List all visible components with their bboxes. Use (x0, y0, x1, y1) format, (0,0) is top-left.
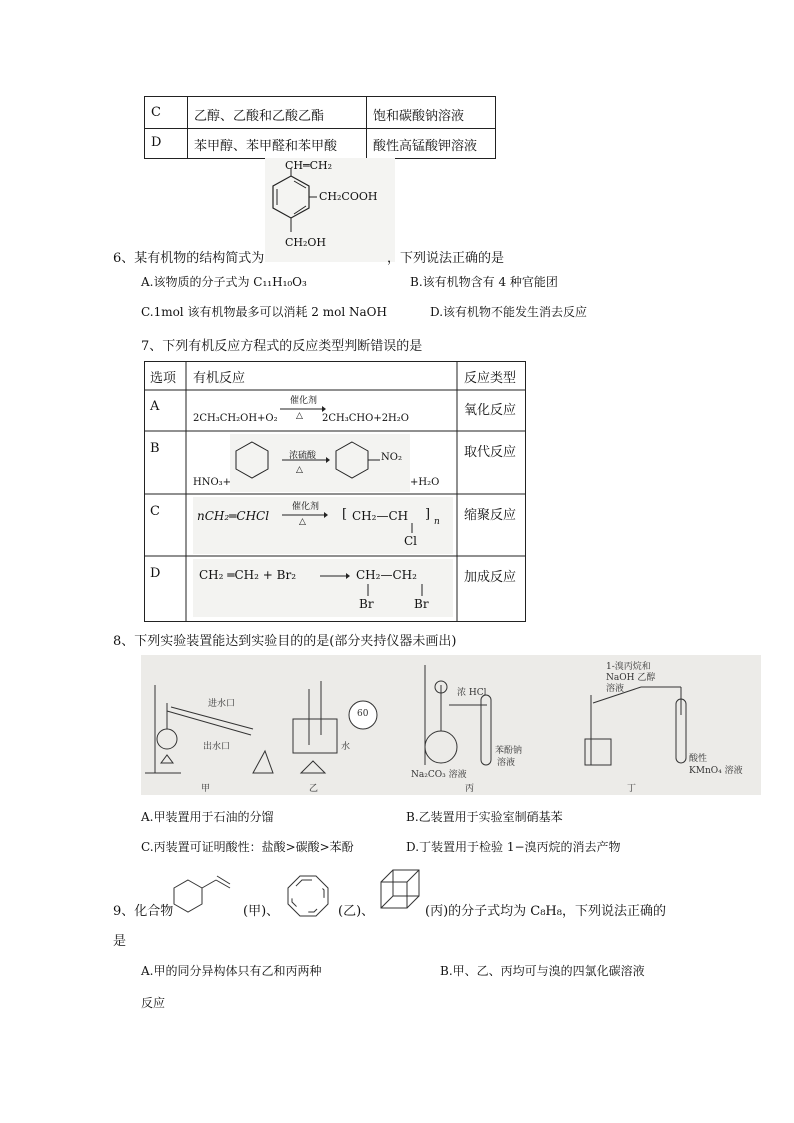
q8-label-benfen: 苯酚钠 (495, 746, 523, 756)
q7-row-a-right: 2CH₃CHO+2H₂O (322, 413, 409, 424)
q8-option-c: C.丙装置可证明酸性：盐酸>碳酸>苯酚 (141, 840, 354, 854)
q8-label-yi: 乙 (309, 784, 319, 794)
q8-apparatus-figure (141, 655, 761, 795)
q5-row-c-reagent: 饱和碳酸钠溶液 (367, 97, 496, 129)
q7-header-reaction: 有机反应 (193, 371, 246, 386)
q7-row-a-cond-bottom: △ (296, 411, 303, 421)
q5-row-c-mixture: 乙醇、乙酸和乙酸乙酯 (188, 97, 367, 129)
q8-label-shui: 水 (341, 742, 351, 752)
q7-row-c-sub: Cl (404, 534, 418, 548)
q7-row-a-type: 氧化反应 (464, 403, 517, 418)
bond-line-icon (366, 584, 426, 596)
q7-header-option: 选项 (150, 371, 177, 386)
reaction-arrow-icon (280, 405, 326, 413)
q6-option-a: A.该物质的分子式为 C₁₁H₁₀O₃ (141, 275, 307, 289)
q6-stem-suffix: ，下列说法正确的是 (387, 251, 505, 266)
bracket-open-icon: [ (342, 507, 348, 522)
q7-row-a-cond-top: 催化剂 (290, 396, 318, 406)
q8-label-ding: 丁 (627, 784, 637, 794)
cubane-structure-icon (379, 868, 423, 912)
q7-row-b-cond-bottom: △ (296, 465, 303, 475)
q9-prefix: 9、化合物 (113, 904, 174, 919)
q7-row-c-cond-top: 催化剂 (292, 502, 320, 512)
q5-row-c-opt: C (145, 97, 188, 129)
q9-cont: 是 (113, 934, 127, 949)
q9-yi: (乙)、 (338, 904, 375, 919)
q6-structure-figure (265, 158, 395, 262)
q5-row-d-mixture: 苯甲醇、苯甲醛和苯甲酸 (188, 129, 367, 159)
q9-option-b-cont: 反应 (141, 996, 166, 1010)
q6-label-top: CH═CH₂ (285, 159, 333, 172)
q7-row-c-left: nCH₂═CHCl (197, 509, 270, 523)
q8-label-kmno4b: KMnO₄ 溶液 (689, 766, 743, 776)
q7-row-c-cond-bottom: △ (299, 517, 306, 527)
q6-option-d: D.该有机物不能发生消去反应 (430, 305, 588, 319)
q9-jia: (甲)、 (243, 904, 280, 919)
q8-label-rongye: 溶液 (497, 758, 516, 768)
reaction-arrow-icon (320, 572, 350, 580)
q8-label-na2co3: Na₂CO₃ 溶液 (411, 770, 467, 780)
q8-option-b: B.乙装置用于实验室制硝基苯 (406, 810, 563, 824)
q5-row-d-opt: D (145, 129, 188, 159)
q8-label-jia: 甲 (201, 784, 211, 794)
cyclooctatetraene-structure-icon (286, 874, 330, 918)
q9-option-b: B.甲、乙、丙均可与溴的四氯化碳溶液 (440, 964, 645, 978)
q8-option-a: A.甲装置用于石油的分馏 (141, 810, 274, 824)
q7-row-c-opt: C (150, 504, 160, 519)
q7-row-d-opt: D (150, 566, 161, 581)
q7-row-b-left: HNO₃+ (193, 477, 232, 488)
q6-label-bottom: CH₂OH (285, 236, 327, 249)
q6-label-right: CH₂COOH (319, 190, 378, 203)
q7-row-b-figure (230, 434, 410, 492)
q8-label-kmno4a: 酸性 (689, 754, 708, 764)
q9-option-a: A.甲的同分异构体只有乙和丙两种 (141, 964, 322, 978)
q7-row-b-opt: B (150, 441, 160, 456)
bond-line-icon (410, 523, 414, 533)
q5-row-d-reagent: 酸性高锰酸钾溶液 (367, 129, 496, 159)
styrene-structure-icon (172, 870, 232, 914)
q8-label-ding-reagent1: 1-溴丙烷和 (606, 662, 651, 672)
q8-stem: 8、下列实验装置能达到实验目的的是(部分夹持仪器未画出) (113, 634, 457, 649)
q7-row-a-left: 2CH₃CH₂OH+O₂ (193, 413, 278, 424)
q6-option-c: C.1mol 该有机物最多可以消耗 2 mol NaOH (141, 305, 387, 319)
q7-row-a-opt: A (150, 399, 160, 414)
q7-row-d-right: CH₂—CH₂ (356, 568, 417, 582)
q7-row-d-sub1: Br (359, 597, 374, 611)
q7-row-c-type: 缩聚反应 (464, 508, 517, 523)
q7-row-b-cond-top: 浓硫酸 (289, 451, 317, 461)
q7-row-b-group: NO₂ (381, 452, 402, 463)
q7-row-c-right: CH₂—CH (352, 509, 409, 523)
q8-label-temp: 60 (357, 709, 369, 719)
q7-header-type: 反应类型 (464, 371, 517, 386)
q8-label-ding-reagent2: NaOH 乙醇 (606, 673, 656, 683)
q7-row-b-type: 取代反应 (464, 445, 517, 460)
q7-table (144, 361, 526, 622)
benzene-nitration-icon (230, 434, 410, 492)
bracket-close-icon: ] (425, 507, 431, 522)
q8-label-jinshui: 进水口 (208, 699, 236, 709)
q7-row-d-left: CH₂ ═CH₂ + Br₂ (199, 568, 297, 582)
q8-option-d: D.丁装置用于检验 1−溴丙烷的消去产物 (406, 840, 621, 854)
q6-stem-prefix: 6、某有机物的结构简式为 (113, 251, 265, 266)
q7-stem: 7、下列有机反应方程式的反应类型判断错误的是 (141, 339, 423, 354)
q5-table (144, 96, 496, 159)
q9-bing: (丙)的分子式均为 C₈H₈，下列说法正确的 (425, 904, 666, 919)
q6-option-b: B.该有机物含有 4 种官能团 (410, 275, 558, 289)
q8-label-bing: 丙 (465, 784, 475, 794)
q8-label-hcl: 浓 HCl (457, 688, 487, 698)
q8-label-chushui: 出水口 (203, 742, 231, 752)
q7-row-c-n: n (434, 517, 440, 527)
q7-row-d-type: 加成反应 (464, 570, 517, 585)
q7-row-b-right: +H₂O (410, 477, 440, 488)
q8-label-ding-reagent3: 溶液 (606, 684, 625, 694)
q7-row-d-sub2: Br (414, 597, 429, 611)
